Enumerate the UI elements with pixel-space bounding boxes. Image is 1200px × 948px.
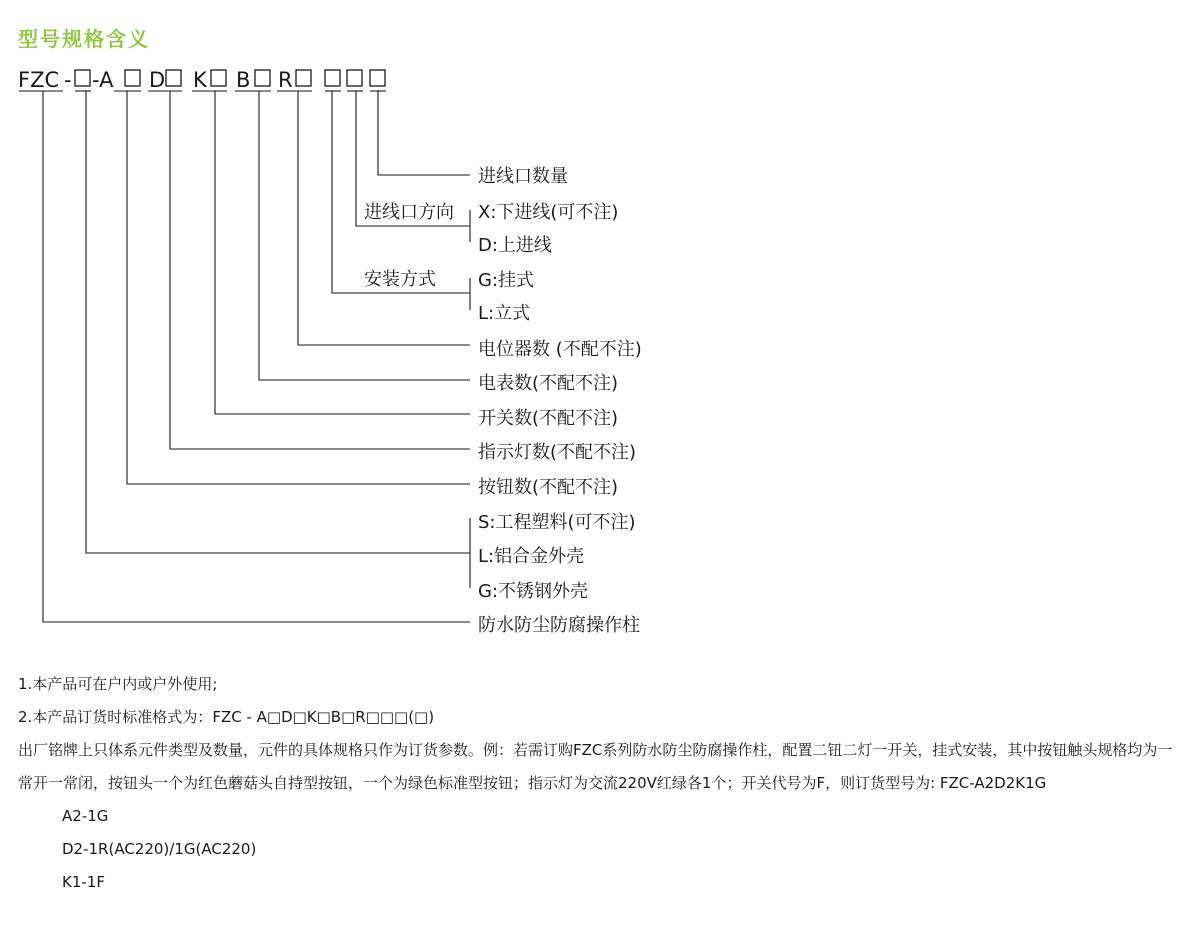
label-inlet-count: 进线口数量 xyxy=(478,166,568,187)
code-box-switch xyxy=(211,70,226,86)
code-prefix-r: R xyxy=(278,68,293,92)
code-box-mount xyxy=(325,70,340,86)
code-dash: - xyxy=(64,68,72,92)
label-product: 防水防尘防腐操作柱 xyxy=(478,615,640,636)
leader-switch xyxy=(215,91,470,414)
label-dir-x: X:下进线(可不注) xyxy=(478,202,619,223)
leader-product xyxy=(43,91,470,622)
code-prefix-d: D xyxy=(149,68,166,92)
example-3: K1-1F xyxy=(62,873,105,891)
leader-count xyxy=(378,91,470,175)
leader-meter xyxy=(259,91,470,380)
code-box-button xyxy=(125,70,140,86)
label-mount-g: G:挂式 xyxy=(478,270,535,291)
code-box-material xyxy=(75,70,90,86)
label-material-s: S:工程塑料(可不注) xyxy=(478,512,636,533)
code-prefix-a: -A xyxy=(92,68,114,92)
code-prefix-b: B xyxy=(236,68,251,92)
example-1: A2-1G xyxy=(62,807,109,825)
label-material-l: L:铝合金外壳 xyxy=(478,546,585,567)
code-box-count xyxy=(370,70,385,86)
diagram-labels xyxy=(364,166,642,636)
label-material-g: G:不锈钢外壳 xyxy=(478,581,589,602)
code-box-direction xyxy=(347,70,362,86)
code-prefix-fzc: FZC xyxy=(18,68,60,92)
model-code xyxy=(18,68,385,92)
code-prefix-k: K xyxy=(193,68,207,92)
code-box-meter xyxy=(255,70,270,86)
label-mount-l: L:立式 xyxy=(478,303,531,324)
leader-mount xyxy=(332,91,470,293)
label-potentiometer: 电位器数 (不配不注) xyxy=(478,339,642,360)
code-box-indicator xyxy=(166,70,181,86)
label-indicator: 指示灯数(不配不注) xyxy=(478,442,637,463)
leader-lines xyxy=(43,91,470,622)
code-box-potentiometer xyxy=(296,70,311,86)
label-dir-d: D:上进线 xyxy=(478,235,552,256)
notes xyxy=(18,668,1183,899)
label-meter: 电表数(不配不注) xyxy=(478,373,619,394)
label-mount-method: 安装方式 xyxy=(364,269,436,290)
note-paragraph: 出厂铭牌上只体系元件类型及数量，元件的具体规格只作为订货参数。例：若需订购FZC系列防水防尘防腐操作柱，配置二钮二灯一开关，挂式安装，其中按钮触头规格均为一常开一常闭，按钮头一个为红色蘑菇头自持型按钮，一个为绿色标准型按钮；指示灯为交流220V红绿各1个；开关代号为F，则订货型号为: FZC-A2D2K1G xyxy=(18,741,1173,792)
label-button: 按钮数(不配不注) xyxy=(478,477,619,498)
label-inlet-direction: 进线口方向 xyxy=(364,202,454,223)
note-line-1: 1.本产品可在户内或户外使用; xyxy=(18,675,218,693)
label-switch: 开关数(不配不注) xyxy=(478,408,619,429)
section-title: 型号规格含义 xyxy=(18,27,150,51)
example-2: D2-1R(AC220)/1G(AC220) xyxy=(62,840,257,858)
note-line-2: 2.本产品订货时标准格式为：FZC - A□D□K□B□R□□□(□) xyxy=(18,708,435,726)
